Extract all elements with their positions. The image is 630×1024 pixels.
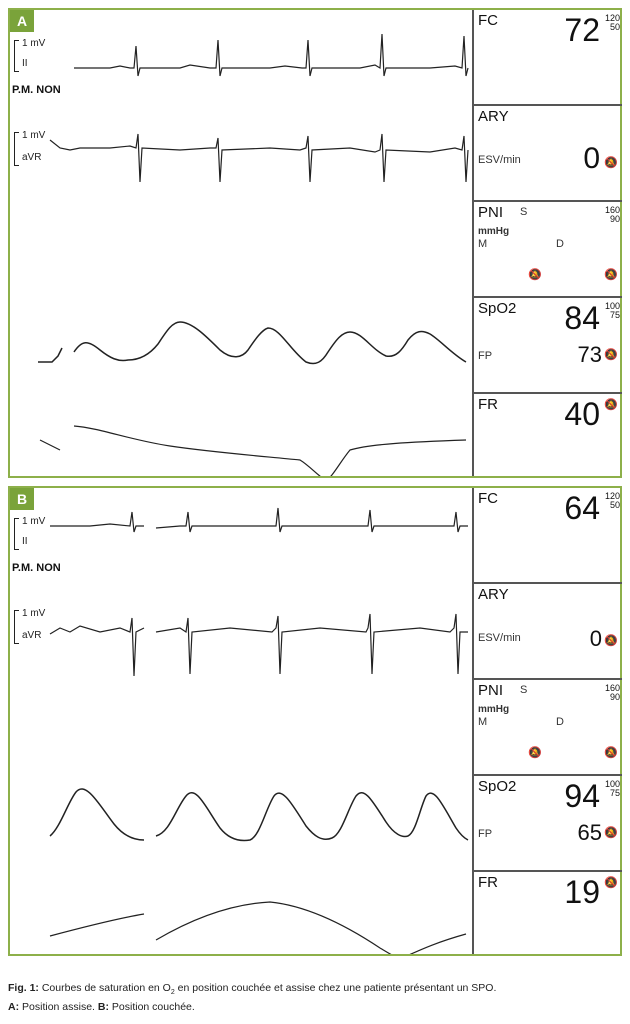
waveform-area-b xyxy=(10,488,472,954)
resp-trace xyxy=(50,902,466,954)
bell-off-icon: 🔕 xyxy=(528,269,542,281)
caption-fig-label: Fig. 1: xyxy=(8,982,39,994)
pni-limit-high: 160 xyxy=(604,683,620,693)
spo2-pleth-trace xyxy=(50,789,468,841)
bell-off-icon: 🔕 xyxy=(604,399,618,411)
fc-limits xyxy=(605,492,620,510)
ary-label: ARY xyxy=(478,586,509,603)
esv-label: ESV/min xyxy=(478,632,521,644)
spo2-limits xyxy=(605,302,620,320)
lead-avr-label: aVR xyxy=(22,630,42,641)
ary-value: 0 xyxy=(583,142,600,175)
pni-unit: mmHg xyxy=(478,226,510,237)
waveforms-b xyxy=(10,488,472,954)
waveform-area-a xyxy=(10,10,472,476)
bell-off-icon: 🔕 xyxy=(604,635,618,647)
panel-letter-a: A xyxy=(10,10,34,32)
fr-cell xyxy=(474,872,622,954)
fc-value: 72 xyxy=(564,12,600,48)
spo2-limit-low: 75 xyxy=(609,788,620,798)
fp-label: FP xyxy=(478,350,493,362)
fc-limits xyxy=(605,14,620,32)
fc-limit-low: 50 xyxy=(609,22,620,32)
bell-off-icon: 🔕 xyxy=(604,877,618,889)
spo2-cell xyxy=(474,298,622,394)
pni-label: PNI xyxy=(478,682,504,699)
fc-limit-high: 120 xyxy=(604,491,620,501)
fc-limit-high: 120 xyxy=(604,13,620,23)
spo2-cell xyxy=(474,776,622,872)
fp-value: 65 xyxy=(577,820,602,845)
esv-label: ESV/min xyxy=(478,154,521,166)
caption-subscript: 2 xyxy=(170,989,175,997)
fc-label: FC xyxy=(478,490,498,507)
pni-limits xyxy=(605,684,620,702)
scale-mv-label: 1 mV xyxy=(22,38,46,49)
vitals-column-a xyxy=(472,10,622,476)
caption-b-text: Position couchée. xyxy=(111,1001,195,1014)
fc-limit-low: 50 xyxy=(609,500,620,510)
fr-value: 19 xyxy=(564,874,600,910)
pni-limit-low: 90 xyxy=(609,692,620,702)
spo2-limits xyxy=(605,780,620,798)
ecg-ii-trace xyxy=(50,508,468,532)
spo2-value: 94 xyxy=(564,778,600,814)
fr-label: FR xyxy=(478,874,498,891)
caption-a-text: Position assise. xyxy=(22,1001,95,1014)
pni-limits xyxy=(605,206,620,224)
caption-a-label: A: xyxy=(8,1001,20,1014)
vitals-column-b xyxy=(472,488,622,954)
bell-off-icon: 🔕 xyxy=(604,827,618,839)
spo2-limit-high: 100 xyxy=(604,301,620,311)
pni-systolic-label: S xyxy=(520,684,528,696)
fr-label: FR xyxy=(478,396,498,413)
scale-mv-label: 1 mV xyxy=(22,130,46,141)
spo2-pleth-trace xyxy=(38,322,466,364)
caption-line1-after: en position couchée et assise chez une patiente présentant un SPO. xyxy=(174,982,497,994)
fc-cell xyxy=(474,488,622,584)
pni-diastolic-label: D xyxy=(556,716,564,728)
pacemaker-label-a: P.M. NON xyxy=(12,84,61,96)
scale-bracket xyxy=(14,610,19,644)
scale-bracket xyxy=(14,132,19,166)
pni-label: PNI xyxy=(478,204,504,221)
bell-off-icon: 🔕 xyxy=(604,747,618,759)
lead-ii-label: II xyxy=(22,58,28,69)
lead-ii-label: II xyxy=(22,536,28,547)
fc-value: 64 xyxy=(564,490,600,526)
pni-unit: mmHg xyxy=(478,704,510,715)
ary-value: 0 xyxy=(589,626,602,651)
spo2-limit-low: 75 xyxy=(609,310,620,320)
scale-mv-label: 1 mV xyxy=(22,516,46,527)
fr-cell xyxy=(474,394,622,476)
ary-cell xyxy=(474,584,622,680)
scale-bracket xyxy=(14,518,19,550)
ary-cell xyxy=(474,106,622,202)
figure-caption xyxy=(8,981,622,1014)
ecg-ii-trace xyxy=(74,34,468,76)
ecg-avr-trace xyxy=(50,134,468,182)
fc-cell xyxy=(474,10,622,106)
bell-off-icon: 🔕 xyxy=(604,349,618,361)
spo2-label: SpO2 xyxy=(478,778,517,795)
spo2-value: 84 xyxy=(564,300,600,336)
bell-off-icon: 🔕 xyxy=(604,269,618,281)
caption-line1-before: Courbes de saturation en O xyxy=(41,982,171,994)
monitor-panel-b xyxy=(8,486,622,956)
scale-bracket xyxy=(14,40,19,72)
pni-mean-label: M xyxy=(478,238,488,250)
pni-limit-low: 90 xyxy=(609,214,620,224)
pni-cell xyxy=(474,680,622,776)
spo2-label: SpO2 xyxy=(478,300,517,317)
panel-letter-b: B xyxy=(10,488,34,510)
caption-b-label: B: xyxy=(97,1001,109,1014)
scale-mv-label: 1 mV xyxy=(22,608,46,619)
bell-off-icon: 🔕 xyxy=(604,157,618,169)
bell-off-icon: 🔕 xyxy=(528,747,542,759)
pacemaker-label-b: P.M. NON xyxy=(12,562,61,574)
fp-value: 73 xyxy=(577,342,602,367)
spo2-limit-high: 100 xyxy=(604,779,620,789)
lead-avr-label: aVR xyxy=(22,152,42,163)
ecg-avr-trace xyxy=(50,614,468,676)
fr-value: 40 xyxy=(564,396,600,432)
pni-cell xyxy=(474,202,622,298)
pni-mean-label: M xyxy=(478,716,488,728)
pni-diastolic-label: D xyxy=(556,238,564,250)
fc-label: FC xyxy=(478,12,498,29)
waveforms-a xyxy=(10,10,472,476)
resp-trace xyxy=(40,426,466,476)
fp-label: FP xyxy=(478,828,493,840)
ary-label: ARY xyxy=(478,108,509,125)
pni-systolic-label: S xyxy=(520,206,528,218)
monitor-panel-a xyxy=(8,8,622,478)
pni-limit-high: 160 xyxy=(604,205,620,215)
